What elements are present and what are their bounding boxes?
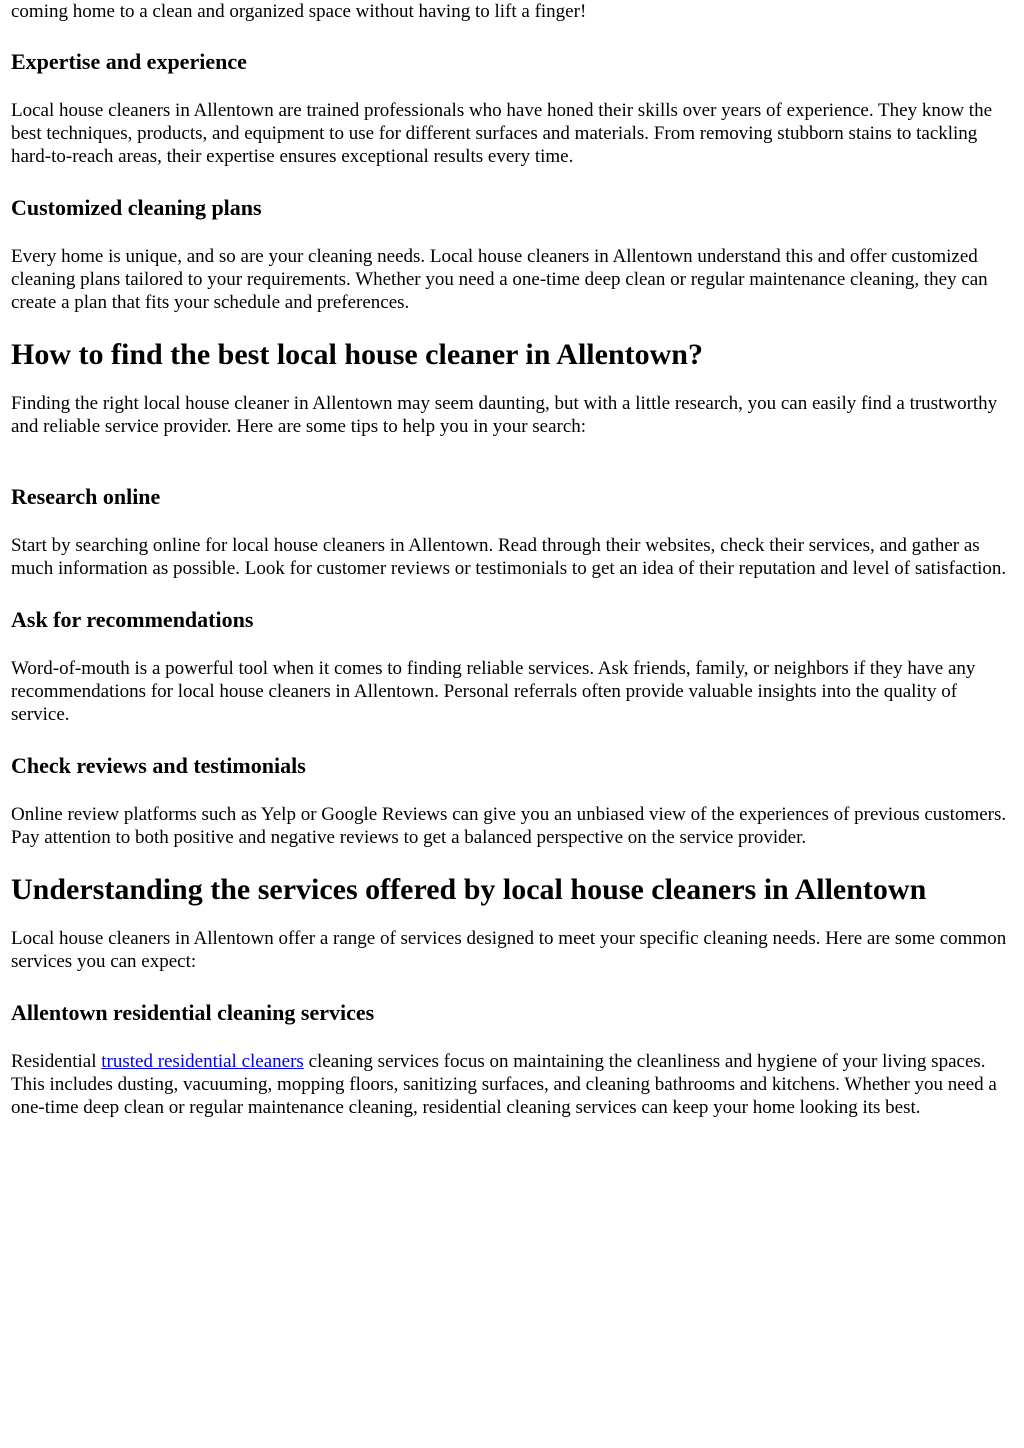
intro-paragraph-tail: coming home to a clean and organized space without having to lift a finger!: [11, 1, 587, 22]
paragraph-research-online: Start by searching online for local house cleaners in Allentown. Read through their websites, check their services, and gather as much information as possible. Look for customer reviews or testimonials to get an idea of their reputation and level of satisfaction.: [11, 535, 1007, 579]
residential-text-before: Residential: [11, 1051, 102, 1072]
heading-customized-plans: Customized cleaning plans: [11, 195, 262, 220]
paragraph-ask-recommendations: Word-of-mouth is a powerful tool when it comes to finding reliable services. Ask friends, family, or neighbors if they have any recommendations for local house cleaners in Allentown. Personal referrals often provide valuable insights into the quality of service.: [11, 658, 976, 725]
paragraph-how-to-find: Finding the right local house cleaner in Allentown may seem daunting, but with a little research, you can easily find a trustworthy and reliable service provider. Here are some tips to help you in your search:: [11, 393, 998, 437]
paragraph-customized-plans: Every home is unique, and so are your cleaning needs. Local house cleaners in Allentown understand this and offer customized cleaning plans tailored to your requirements. Whether you need a one-time deep clean or regular maintenance cleaning, they can create a plan that fits your schedule and preferences.: [11, 246, 988, 313]
article: [11, 0, 1011, 1119]
heading-check-reviews: Check reviews and testimonials: [11, 753, 306, 778]
trusted-residential-cleaners-link[interactable]: trusted residential cleaners: [101, 1051, 304, 1072]
paragraph-understanding-services: Local house cleaners in Allentown offer a range of services designed to meet your specific cleaning needs. Here are some common services you can expect:: [11, 928, 1007, 972]
heading-expertise: Expertise and experience: [11, 49, 247, 74]
paragraph-check-reviews: Online review platforms such as Yelp or Google Reviews can give you an unbiased view of the experiences of previous customers. Pay attention to both positive and negative reviews to get a balanced perspective on the service provider.: [11, 804, 1007, 848]
heading-understanding-services: Understanding the services offered by local house cleaners in Allentown: [11, 873, 927, 906]
paragraph-expertise: Local house cleaners in Allentown are trained professionals who have honed their skills over years of experience. They know the best techniques, products, and equipment to use for different surfaces and materials. From removing stubborn stains to tackling hard-to-reach areas, their expertise ensures exceptional results every time.: [11, 100, 992, 167]
residential-text-after: cleaning services focus on maintaining the cleanliness and hygiene of your living spaces. This includes dusting, vacuuming, mopping floors, sanitizing surfaces, and cleaning bathrooms and kitchens. Whether you need a one-time deep clean or regular maintenance cleaning, residential cleaning services can keep your home looking its best.: [11, 1051, 997, 1118]
paragraph-residential-services: [11, 1050, 1011, 1119]
heading-research-online: Research online: [11, 484, 161, 509]
heading-residential-services: Allentown residential cleaning services: [11, 1000, 375, 1025]
heading-ask-recommendations: Ask for recommendations: [11, 607, 254, 632]
heading-how-to-find: How to find the best local house cleaner in Allentown?: [11, 338, 703, 371]
